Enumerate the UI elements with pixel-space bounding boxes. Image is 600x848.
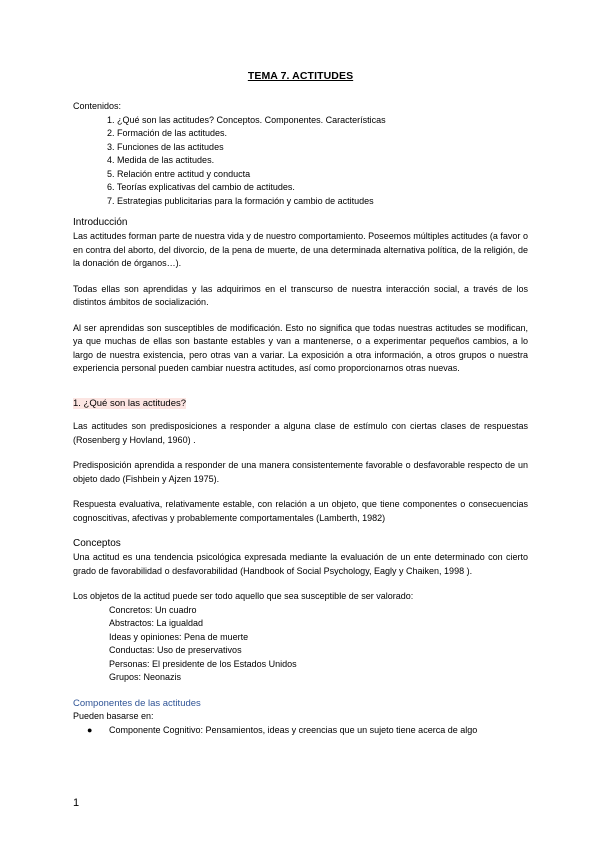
attitude-object-item: Conductas: Uso de preservativos (109, 645, 242, 655)
components-item (87, 724, 528, 738)
attitude-object-item: Concretos: Un cuadro (109, 604, 197, 615)
contents-item: 4. Medida de las actitudes. (107, 155, 215, 165)
bullet-icon: ● (87, 724, 93, 735)
attitude-object-item: Abstractos: La igualdad (109, 618, 204, 628)
contents-item: 7. Estrategias publicitarias para la formación y cambio de actitudes (107, 195, 374, 206)
section1-paragraph-2: Predisposición aprendida a responder de una manera consistentemente favorable o desfavorable respecto de un objeto dado (Fishbein y Ajzen 1975). (73, 460, 528, 484)
section1-heading (73, 397, 528, 411)
concepts-heading: Conceptos (73, 538, 121, 549)
attitude-object-item: Ideas y opiniones: Pena de muerte (109, 631, 249, 642)
page-title: TEMA 7. ACTITUDES (247, 70, 354, 82)
attitude-objects-list (73, 604, 528, 685)
components-intro: Pueden basarse en: (73, 711, 154, 721)
concepts-paragraph-1: Una actitud es una tendencia psicológica expresada mediante la evaluación de un ente determinado con cierto grado de favorabilidad o desfavorabilidad (Handbook of Social Psychology, Eagly y Chaiken, 1998 ). (73, 552, 528, 576)
contents-item: 5. Relación entre actitud y conducta (107, 168, 251, 179)
components-heading: Componentes de las actitudes (73, 697, 201, 709)
contents-item: 6. Teorías explicativas del cambio de actitudes. (107, 182, 295, 192)
contents-item: 2. Formación de las actitudes. (107, 128, 228, 138)
page-content (73, 70, 528, 737)
intro-paragraph-3: Al ser aprendidas son susceptibles de modificación. Esto no significa que todas nuestras actitudes se modifican, ya que muchas de ellas son bastante estables y van a mantenerse, o a experimentar pequeños cambios, a lo largo de nuestra existencia, pero otras van a variar. La exposición a otra información, a otros grupos o nuestra experiencia personal pueden cambiar nuestra actitudes, así como proporcionarnos otras nuevas. (73, 322, 528, 373)
section1-paragraph-1: Las actitudes son predisposiciones a responder a alguna clase de estímulo con ciertas clases de respuestas (Rosenberg y Hovland, 1960) . (73, 421, 528, 445)
intro-heading: Introducción (73, 217, 128, 228)
section1-heading-text: 1. ¿Qué son las actitudes? (73, 398, 187, 409)
page-number: 1 (73, 797, 80, 809)
intro-paragraph-2: Todas ellas son aprendidas y las adquirimos en el transcurso de nuestra interacción social, a través de los distintos ámbitos de socialización. (73, 283, 528, 307)
contents-item: 3. Funciones de las actitudes (107, 141, 224, 152)
components-item-text: Componente Cognitivo: Pensamientos, ideas y creencias que un sujeto tiene acerca de algo (109, 724, 478, 735)
contents-label: Contenidos: (73, 101, 122, 111)
components-list (73, 724, 528, 738)
section1-paragraph-3: Respuesta evaluativa, relativamente estable, con relación a un objeto, que tiene componentes o consecuencias cognoscitivas, afectivas y probablemente comportamentales (Lamberth, 1982) (73, 499, 528, 523)
contents-item: 1. ¿Qué son las actitudes? Conceptos. Componentes. Características (107, 114, 386, 125)
concepts-paragraph-2: Los objetos de la actitud puede ser todo aquello que sea susceptible de ser valorado: (73, 591, 414, 601)
attitude-object-item: Personas: El presidente de los Estados Unidos (109, 658, 297, 669)
intro-paragraph-1: Las actitudes forman parte de nuestra vida y de nuestro comportamiento. Poseemos múltiples actitudes (a favor o en contra del aborto, del divorcio, de la pena de muerte, de una determinada alternativa política, de la religión, de la donación de órganos…). (73, 231, 528, 268)
attitude-object-item: Grupos: Neonazis (109, 672, 182, 682)
contents-list (73, 114, 528, 209)
